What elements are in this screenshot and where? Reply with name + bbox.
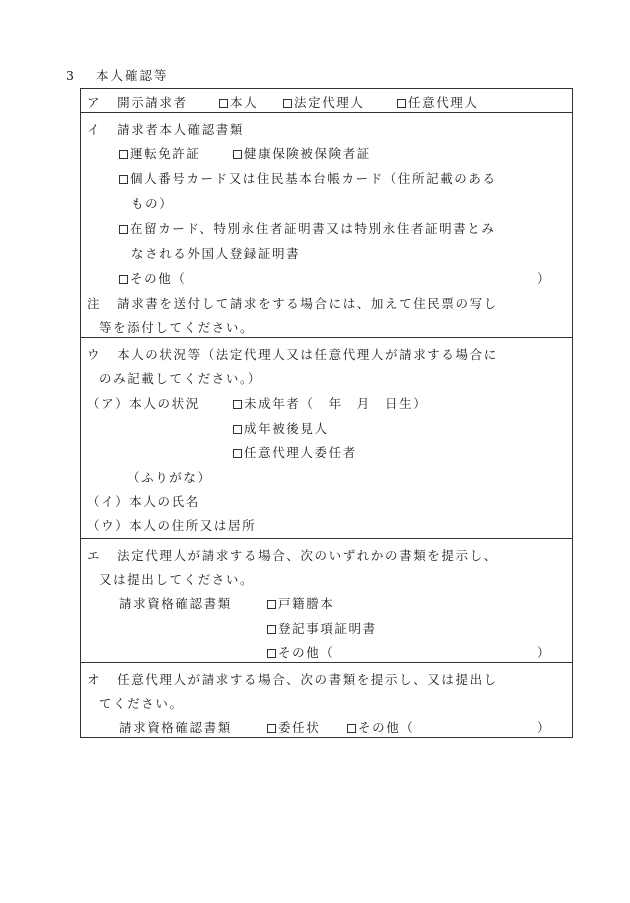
checkbox[interactable] (397, 99, 406, 108)
option-registry-certificate[interactable]: 登記事項証明書 (267, 619, 377, 637)
principal-intro: 本人の状況等（法定代理人又は任意代理人が請求する場合に (117, 347, 498, 362)
section-number: 3 (66, 68, 76, 83)
paren-close: ） (537, 271, 550, 286)
marker-e: エ (87, 548, 102, 563)
option-mynumber-card[interactable]: 個人番号カード又は住民基本台帳カード（住所記載のある (119, 169, 497, 187)
checkbox[interactable] (119, 175, 128, 184)
section-principal-status (81, 337, 572, 538)
note-text-cont: 等を添付してください。 (99, 320, 255, 335)
option-self[interactable]: 本人 (219, 93, 258, 111)
option-residence-card[interactable]: 在留カード、特別永住者証明書又は特別永住者証明書とみ (119, 219, 495, 237)
checkbox[interactable] (233, 425, 242, 434)
status-label: （ア）本人の状況 (87, 396, 200, 411)
marker-i: イ (87, 122, 102, 137)
marker-a: ア (87, 95, 102, 110)
option-other-id[interactable]: その他（ (119, 269, 186, 287)
option-adult-ward[interactable]: 成年被後見人 (233, 419, 329, 437)
section-requester (81, 89, 572, 112)
checkbox[interactable] (119, 225, 128, 234)
paren-close: ） (537, 645, 550, 660)
identity-form (80, 88, 573, 738)
principal-address-label: （ウ）本人の住所又は居所 (87, 518, 257, 533)
option-delegator[interactable]: 任意代理人委任者 (233, 443, 357, 461)
qualification-docs-label: 請求資格確認書類 (119, 720, 232, 735)
checkbox[interactable] (233, 449, 242, 458)
checkbox[interactable] (267, 724, 276, 733)
option-other-voluntary[interactable]: その他（ (347, 718, 414, 736)
section-heading (66, 66, 169, 84)
checkbox[interactable] (119, 275, 128, 284)
principal-intro-cont: のみ記載してください。） (99, 371, 262, 386)
voluntary-agent-intro-cont: てください。 (99, 696, 184, 711)
note-marker: 注 (87, 296, 102, 311)
option-health-insurance[interactable]: 健康保険被保険者証 (233, 144, 371, 162)
checkbox[interactable] (233, 150, 242, 159)
checkbox[interactable] (283, 99, 292, 108)
checkbox[interactable] (219, 99, 228, 108)
qualification-docs-label: 請求資格確認書類 (119, 596, 232, 611)
section-title: 本人確認等 (96, 68, 169, 83)
option-power-of-attorney[interactable]: 委任状 (267, 718, 320, 736)
principal-name-label: （イ）本人の氏名 (87, 494, 200, 509)
section-id-documents (81, 112, 572, 337)
voluntary-agent-intro: 任意代理人が請求する場合、次の書類を提示し、又は提出し (117, 672, 498, 687)
option-voluntary-agent[interactable]: 任意代理人 (397, 93, 479, 111)
option-family-register[interactable]: 戸籍謄本 (267, 594, 334, 612)
checkbox[interactable] (267, 649, 276, 658)
option-residence-card-cont: なされる外国人登録証明書 (131, 246, 301, 261)
section-voluntary-agent-documents (81, 662, 572, 737)
section-legal-agent-documents (81, 538, 572, 662)
note-text: 請求書を送付して請求をする場合には、加えて住民票の写し (117, 296, 498, 311)
requester-label: 開示請求者 (117, 95, 188, 110)
option-minor[interactable]: 未成年者（ 年 月 日生） (233, 394, 427, 412)
option-mynumber-card-cont: もの） (131, 196, 174, 211)
checkbox[interactable] (233, 400, 242, 409)
marker-o: オ (87, 672, 102, 687)
checkbox[interactable] (267, 600, 276, 609)
checkbox[interactable] (347, 724, 356, 733)
id-documents-label: 請求者本人確認書類 (117, 122, 245, 137)
option-other-legal[interactable]: その他（ (267, 643, 334, 661)
legal-agent-intro: 法定代理人が請求する場合、次のいずれかの書類を提示し、 (117, 548, 498, 563)
checkbox[interactable] (119, 150, 128, 159)
furigana-label: （ふりがな） (127, 470, 212, 485)
marker-u: ウ (87, 347, 102, 362)
paren-close: ） (537, 720, 550, 735)
checkbox[interactable] (267, 625, 276, 634)
option-drivers-license[interactable]: 運転免許証 (119, 144, 201, 162)
option-legal-agent[interactable]: 法定代理人 (283, 93, 365, 111)
legal-agent-intro-cont: 又は提出してください。 (99, 572, 255, 587)
